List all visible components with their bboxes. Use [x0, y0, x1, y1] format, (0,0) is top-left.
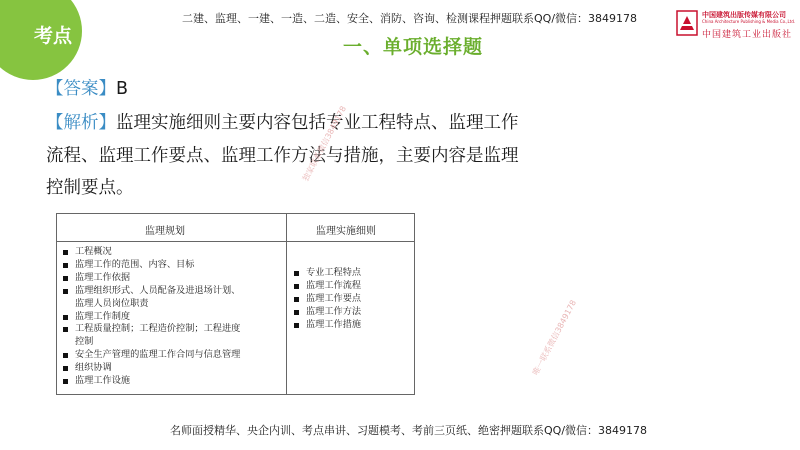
list-item: 监理工作设施	[61, 375, 240, 388]
list-item: 监理组织形式、人员配备及进退场计划、 监理人员岗位职责	[61, 285, 240, 311]
list-item: 工程概况	[61, 246, 240, 259]
footer-promo-text: 名师面授精华、央企内训、考点串讲、习题模考、考前三页纸、绝密押题联系QQ/微信：3849178	[170, 424, 648, 437]
analysis-tag: 【解析】	[46, 113, 116, 133]
header-divider	[57, 241, 414, 242]
analysis-line-2: 流程、监理工作要点、监理工作方法与措施，主要内容是监理	[46, 146, 519, 166]
table-header-detail: 监理实施细则	[316, 226, 376, 237]
analysis-line-1	[46, 109, 519, 138]
list-item: 监理工作的范围、内容、目标	[61, 259, 240, 272]
detail-content-list	[292, 267, 361, 332]
list-item: 监理工作流程	[292, 280, 361, 293]
answer-tag: 【答案】	[46, 79, 116, 99]
analysis-text-1: 监理实施细则主要内容包括专业工程特点、监理工作	[116, 113, 519, 133]
list-item: 组织协调	[61, 362, 240, 375]
list-item: 监理工作要点	[292, 293, 361, 306]
list-item: 监理工作方法	[292, 306, 361, 319]
list-item: 监理工作措施	[292, 319, 361, 332]
list-item: 安全生产管理的监理工作合同与信息管理	[61, 349, 240, 362]
publisher-brand: 中国建筑工业出版社	[702, 30, 793, 40]
plan-content-list	[61, 246, 240, 388]
analysis-line-3: 控制要点。	[46, 178, 134, 198]
publisher-name-en: China Architecture Publishing & Media Co.,Ltd.	[702, 19, 796, 24]
answer-value: B	[116, 79, 129, 99]
header-promo-text: 二建、监理、一建、一造、二造、安全、消防、咨询、检测课程押题联系QQ/微信：3849178	[182, 12, 638, 25]
list-item: 监理工作制度	[61, 311, 240, 324]
section-title: 一、单项选择题	[343, 36, 484, 58]
topic-badge-label: 考点	[34, 25, 73, 47]
publisher-logo	[676, 8, 794, 40]
answer-line	[46, 75, 128, 104]
list-item: 监理工作依据	[61, 272, 240, 285]
publisher-name: 中国建筑出版传媒有限公司	[702, 11, 786, 19]
publisher-emblem-icon	[676, 10, 698, 36]
comparison-table	[56, 213, 415, 395]
list-item: 工程质量控制；工程造价控制；工程进度 控制	[61, 323, 240, 349]
table-header-plan: 监理规划	[145, 226, 185, 237]
watermark-upper: 独家联系微信3849178	[300, 104, 349, 183]
list-item: 专业工程特点	[292, 267, 361, 280]
watermark-lower: 唯一联系微信3849178	[530, 298, 579, 377]
